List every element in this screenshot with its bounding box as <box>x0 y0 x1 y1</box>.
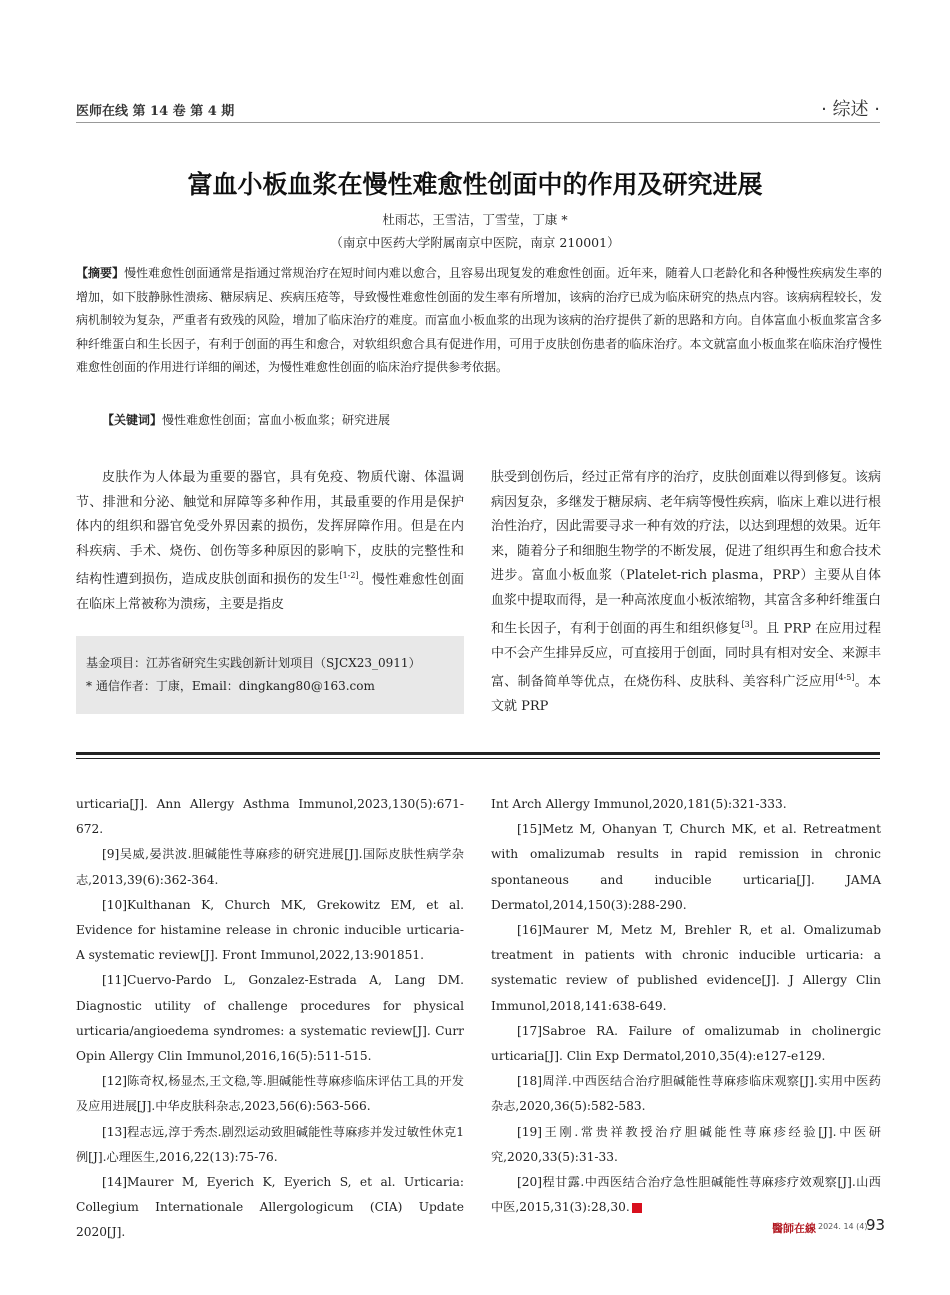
journal-logo: 醫師在線 <box>772 1222 816 1235</box>
body-text-2a: 肤受到创伤后，经过正常有序的治疗，皮肤创面难以得到修复。该病病因复杂，多继发于糖尿病、老年病等慢性疾病，临床上难以进行根治性治疗，因此需要寻求一种有效的疗法，以达到理想的效果。近年来，随着分子和细胞生物学的不断发展，促进了组织再生和愈合技术进步。富血小板血浆（Platelet-rich plasma，PRP）主要从自体血浆中提取而得，是一种高浓度血小板浓缩物，其富含多种纤维蛋白和生长因子，有利于创面的再生和组织修复 <box>491 470 882 637</box>
article-title: 富血小板血浆在慢性难愈性创面中的作用及研究进展 <box>187 170 763 199</box>
body-column-right <box>491 466 881 720</box>
footer-issue: 2024. 14 (4) <box>818 1222 868 1231</box>
reference-entry <box>491 1170 881 1220</box>
reference-entry <box>76 842 464 892</box>
reference-text: [18]周洋.中西医结合治疗胆碱能性荨麻疹临床观察[J].实用中医药杂志,2020,36(5):582-583. <box>491 1074 881 1114</box>
reference-entry <box>76 1069 464 1119</box>
body-text-2c: 。本文就 PRP <box>491 674 881 715</box>
page-number: 93 <box>866 1216 886 1234</box>
reference-text: [10]Kulthanan K, Church MK, Grekowitz EM, et al. Evidence for histamine release in chronic inducible urticaria-A systematic review[J]. Front Immunol,2022,13:901851. <box>76 897 464 963</box>
keywords <box>102 410 882 430</box>
reference-text: [15]Metz M, Ohanyan T, Church MK, et al. Retreatment with omalizumab results in rapid remission in chronic spontaneous and inducible urticaria[J]. JAMA Dermatol,2014,150(3):288-290. <box>491 822 881 912</box>
reference-entry <box>491 792 881 817</box>
section-label: · 综述 · <box>821 99 880 120</box>
citation: [4-5] <box>835 673 855 683</box>
reference-entry <box>76 893 464 969</box>
reference-entry <box>76 792 464 842</box>
journal-issue: 医师在线 第 14 卷 第 4 期 <box>76 104 235 119</box>
keywords-text: 慢性难愈性创面；富血小板血浆；研究进展 <box>162 413 391 427</box>
reference-entry <box>76 1120 464 1170</box>
citation: [1-2] <box>339 571 359 580</box>
reference-entry <box>76 1170 464 1246</box>
reference-text: [16]Maurer M, Metz M, Brehler R, et al. Omalizumab treatment in patients with chronic inducible urticaria: a systematic review of published evidence[J]. J Allergy Clin Immunol,2018,141:638-649. <box>491 923 881 1013</box>
affiliation: （南京中医药大学附属南京中医院，南京 210001） <box>330 235 620 250</box>
abstract <box>76 262 882 380</box>
funding-text <box>86 652 458 698</box>
reference-text: [14]Maurer M, Eyerich K, Eyerich S, et al. Urticaria: Collegium Internationale Allergologicum (CIA) Update 2020[J]. <box>76 1175 464 1240</box>
reference-text: [20]程甘露.中西医结合治疗急性胆碱能性荨麻疹疗效观察[J].山西中医,2015,31(3):28,30. <box>491 1175 881 1215</box>
reference-entry <box>491 918 881 1019</box>
fund-project: 基金项目：江苏省研究生实践创新计划项目（SJCX23_0911） <box>86 656 421 670</box>
reference-text: [9]吴威,晏洪波.胆碱能性荨麻疹的研究进展[J].国际皮肤性病学杂志,2013,39(6):362-364. <box>76 847 464 887</box>
reference-entry <box>491 1120 881 1170</box>
reference-text: [13]程志远,淳于秀杰.剧烈运动致胆碱能性荨麻疹并发过敏性休克1例[J].心理医生,2016,22(13):75-76. <box>76 1124 464 1164</box>
end-mark-icon <box>632 1203 642 1213</box>
reference-text: [17]Sabroe RA. Failure of omalizumab in cholinergic urticaria[J]. Clin Exp Dermatol,2010,35(4):e127-e129. <box>491 1023 881 1064</box>
reference-entry <box>491 1019 881 1069</box>
body-text-1b: 。慢性难愈性创面在临床上常被称为溃疡，主要是指皮 <box>76 572 464 612</box>
reference-entry <box>491 1069 881 1119</box>
reference-entry <box>491 817 881 918</box>
reference-entry <box>76 968 464 1069</box>
body-column-left <box>76 466 464 617</box>
author-list: 杜雨芯，王雪洁，丁雪莹，丁康 * <box>382 212 568 227</box>
section-rule-thin <box>76 758 880 759</box>
reference-text: [19]王刚.常贵祥教授治疗胆碱能性荨麻疹经验[J].中医研究,2020,33(5):31-33. <box>491 1124 881 1164</box>
corresponding-author: * 通信作者：丁康，Email：dingkang80@163.com <box>86 679 375 693</box>
reference-text: [11]Cuervo-Pardo L, Gonzalez-Estrada A, Lang DM. Diagnostic utility of challenge procedures for physical urticaria/angioedema syndromes: a systematic review[J]. Curr Opin Allergy Clin Immunol,2016,16(5):511-515. <box>76 973 464 1064</box>
references-left <box>76 792 464 1246</box>
body-text-1a: 皮肤作为人体最为重要的器官，具有免疫、物质代谢、体温调节、排泄和分泌、触觉和屏障等多种作用，其最重要的作用是保护体内的组织和器官免受外界因素的损伤，发挥屏障作用。但是在内科疾病、手术、烧伤、创伤等多种原因的影响下，皮肤的完整性和结构性遭到损伤，造成皮肤创面和损伤的发生 <box>76 470 464 588</box>
reference-text: [12]陈奇权,杨显杰,王文稳,等.胆碱能性荨麻疹临床评估工具的开发及应用进展[J].中华皮肤科杂志,2023,56(6):563-566. <box>76 1074 464 1114</box>
reference-text: Int Arch Allergy Immunol,2020,181(5):321-333. <box>491 797 787 811</box>
header-divider <box>76 122 880 123</box>
reference-text: urticaria[J]. Ann Allergy Asthma Immunol,2023,130(5):671-672. <box>76 797 464 837</box>
section-rule-thick <box>76 752 880 755</box>
references-right <box>491 792 881 1220</box>
abstract-text: 慢性难愈性创面通常是指通过常规治疗在短时间内难以愈合，且容易出现复发的难愈性创面。近年来，随着人口老龄化和各种慢性疾病发生率的增加，如下肢静脉性溃疡、糖尿病足、疾病压疮等，导致慢性难愈性创面的发生率有所增加，该病的治疗已成为临床研究的热点内容。该病病程较长，发病机制较为复杂，严重者有致残的风险，增加了临床治疗的难度。而富血小板血浆的出现为该病的治疗提供了新的思路和方向。自体富血小板血浆富含多种纤维蛋白和生长因子，有利于创面的再生和愈合，对软组织愈合具有促进作用，可用于皮肤创伤患者的临床治疗。本文就富血小板血浆在临床治疗慢性难愈性创面的作用进行详细的阐述，为慢性难愈性创面的临床治疗提供参考依据。 <box>76 266 882 374</box>
body-text-2b: 。且 PRP 在应用过程中不会产生排异反应，可直接用于创面，同时具有相对安全、来源丰富、制备简单等优点，在烧伤科、皮肤科、美容科广泛应用 <box>491 621 882 690</box>
keywords-label: 【关键词】 <box>102 413 163 427</box>
abstract-label: 【摘要】 <box>76 266 125 280</box>
citation: [3] <box>741 620 753 629</box>
